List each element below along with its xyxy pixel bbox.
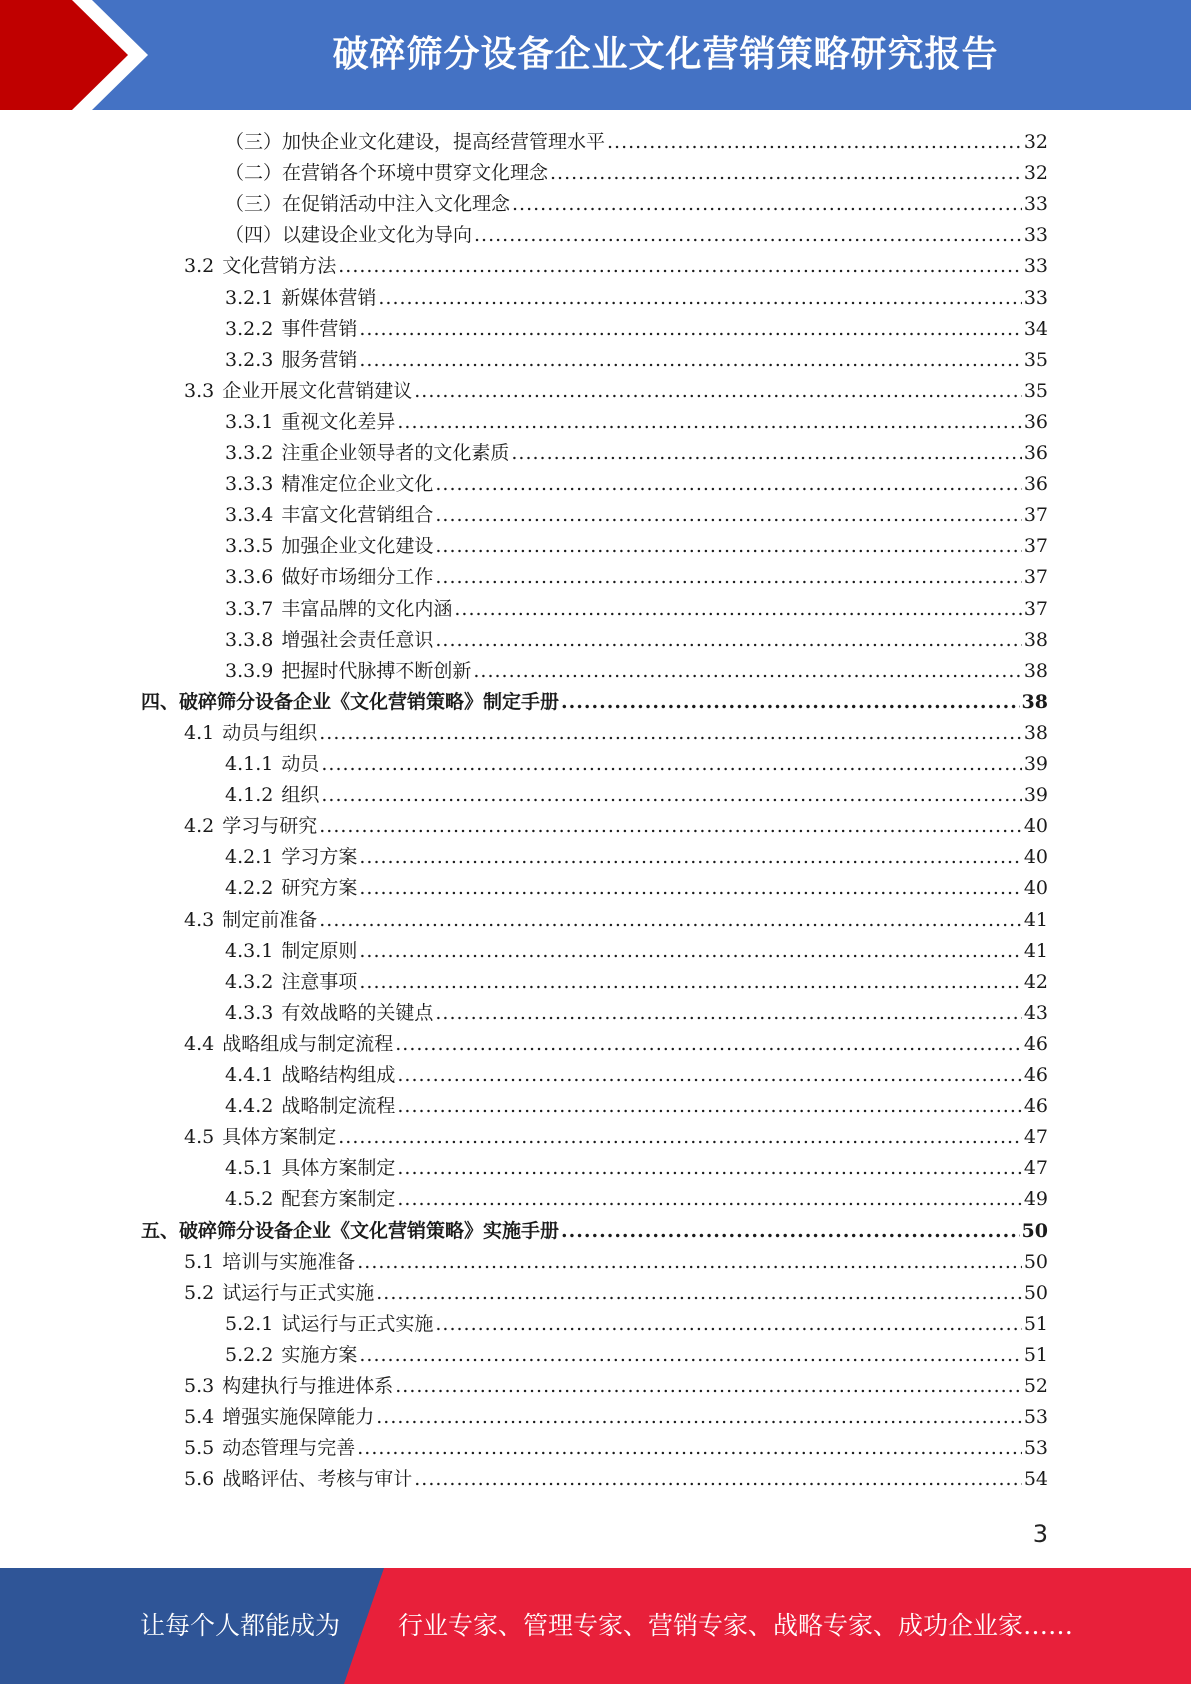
toc-entry[interactable] [141, 1216, 1048, 1247]
toc-dot-leader [397, 1060, 1021, 1091]
toc-entry-number: 4.3.1 [225, 939, 274, 962]
toc-entry-title: 做好市场细分工作 [281, 566, 434, 589]
toc-entry[interactable] [225, 1153, 1048, 1184]
toc-entry-number: 4.3.3 [225, 1001, 274, 1024]
toc-dot-leader [338, 1122, 1022, 1153]
toc-entry[interactable] [225, 314, 1048, 345]
toc-dot-leader [359, 873, 1021, 904]
page-number: 3 [1032, 1520, 1048, 1548]
toc-entry-number: 3.3.8 [225, 628, 274, 651]
toc-entry-page: 40 [1023, 846, 1048, 869]
toc-entry-page: 53 [1023, 1437, 1048, 1460]
toc-entry-title: 把握时代脉搏不断创新 [281, 659, 472, 682]
toc-dot-leader [319, 718, 1022, 749]
toc-dot-leader [435, 562, 1021, 593]
toc-entry-number: 5.5 [184, 1437, 215, 1460]
toc-entry[interactable] [225, 1091, 1048, 1122]
toc-entry-number: 5.1 [184, 1250, 215, 1273]
toc-entry-title: 重视文化差异 [281, 410, 396, 433]
toc-dot-leader [397, 1091, 1021, 1122]
toc-entry-number: 3.3.2 [225, 442, 274, 464]
toc-entry[interactable] [225, 562, 1048, 593]
toc-entry-number: 4.5.1 [225, 1157, 274, 1180]
toc-dot-leader [397, 1184, 1021, 1215]
toc-entry-title: 学习方案 [281, 846, 358, 869]
toc-entry-page: 46 [1023, 1095, 1048, 1118]
toc-entry-number: 4.4.2 [225, 1095, 274, 1118]
toc-entry[interactable] [184, 1029, 1048, 1060]
toc-entry-title: 制定前准备 [222, 908, 318, 931]
toc-entry-page: 42 [1023, 970, 1048, 993]
toc-entry-title: 战略结构组成 [281, 1064, 396, 1086]
toc-entry-page: 33 [1023, 193, 1048, 216]
toc-dot-leader [357, 1433, 1022, 1464]
toc-entry-number: 4.5.2 [225, 1188, 274, 1211]
toc-entry-title: 注重企业领导者的文化素质 [281, 442, 510, 464]
toc-entry-page: 32 [1023, 162, 1048, 185]
toc-dot-leader [550, 158, 1022, 189]
toc-entry-title: 战略组成与制定流程 [222, 1032, 394, 1055]
toc-entry[interactable] [184, 1371, 1048, 1402]
toc-entry-title: 新媒体营销 [281, 286, 377, 309]
toc-entry[interactable] [225, 842, 1048, 873]
toc-dot-leader [435, 531, 1021, 562]
toc-entry-title: （三）加快企业文化建设，提高经营管理水平 [225, 131, 606, 153]
toc-entry[interactable] [225, 500, 1048, 531]
toc-entry-page: 46 [1023, 1064, 1048, 1086]
toc-dot-leader [395, 1029, 1022, 1060]
toc-dot-leader [435, 625, 1021, 656]
toc-entry[interactable] [184, 1464, 1048, 1495]
toc-entry-title: 实施方案 [281, 1343, 358, 1366]
toc-entry-title: 组织 [281, 784, 320, 807]
toc-entry[interactable] [225, 1060, 1048, 1091]
toc-entry-page: 40 [1023, 877, 1048, 900]
toc-entry-title: 动员 [281, 753, 320, 775]
toc-entry[interactable] [225, 1309, 1048, 1340]
toc-entry-title: 试运行与正式实施 [281, 1312, 434, 1335]
toc-entry[interactable] [184, 1278, 1048, 1309]
toc-entry-number: 3.3.9 [225, 659, 274, 682]
toc-entry-number: 4.1 [184, 721, 215, 744]
toc-dot-leader [359, 345, 1021, 376]
toc-entry-page: 35 [1023, 348, 1048, 371]
toc-entry-page: 40 [1023, 815, 1048, 838]
toc-entry-title: 四、破碎筛分设备企业《文化营销策略》制定手册 [141, 690, 560, 713]
footer-slogan: 让每个人都能成为 [140, 1611, 341, 1640]
toc-entry-page: 36 [1023, 442, 1048, 464]
toc-entry-page: 51 [1023, 1312, 1048, 1335]
toc-entry-number: 3.3.6 [225, 566, 274, 589]
toc-entry-page: 37 [1023, 597, 1048, 620]
toc-dot-leader [359, 936, 1021, 967]
toc-entry-number: 5.3 [184, 1375, 215, 1397]
toc-entry[interactable] [225, 469, 1048, 500]
toc-entry-title: （三）在促销活动中注入文化理念 [225, 193, 511, 216]
toc-entry-page: 53 [1023, 1406, 1048, 1429]
toc-entry-title: 服务营销 [281, 348, 358, 371]
toc-entry-title: 制定原则 [281, 939, 358, 962]
toc-dot-leader [319, 905, 1022, 936]
toc-entry-page: 50 [1021, 1219, 1048, 1242]
toc-entry-title: 丰富品牌的文化内涵 [281, 597, 453, 620]
toc-entry-number: 4.3.2 [225, 970, 274, 993]
toc-entry[interactable] [184, 1122, 1048, 1153]
toc-entry[interactable] [184, 811, 1048, 842]
toc-dot-leader [474, 220, 1022, 251]
toc-entry[interactable] [225, 345, 1048, 376]
toc-entry-number: 4.4.1 [225, 1064, 274, 1086]
toc-entry-title: 丰富文化营销组合 [281, 504, 434, 527]
toc-dot-leader [435, 1309, 1021, 1340]
toc-dot-leader [511, 438, 1021, 469]
toc-dot-leader [435, 469, 1021, 500]
toc-entry[interactable] [184, 376, 1048, 407]
toc-dot-leader [357, 1247, 1022, 1278]
toc-entry-page: 39 [1023, 784, 1048, 807]
toc-entry-title: （二）在营销各个环境中贯穿文化理念 [225, 162, 549, 185]
toc-entry[interactable] [184, 905, 1048, 936]
toc-entry-number: 3.2.1 [225, 286, 274, 309]
toc-entry-number: 5.2.1 [225, 1312, 274, 1335]
toc-dot-leader [454, 594, 1021, 625]
toc-dot-leader [414, 1464, 1022, 1495]
toc-entry-number: 4.1.1 [225, 753, 274, 775]
toc-dot-leader [359, 1340, 1021, 1371]
toc-entry[interactable] [225, 1340, 1048, 1371]
toc-entry[interactable] [225, 531, 1048, 562]
toc-entry[interactable] [184, 1402, 1048, 1433]
toc-entry[interactable] [225, 283, 1048, 314]
toc-dot-leader [376, 1402, 1022, 1433]
toc-entry-page: 51 [1023, 1343, 1048, 1366]
toc-entry-number: 4.5 [184, 1126, 215, 1149]
toc-entry-title: 配套方案制定 [281, 1188, 396, 1211]
page-header [0, 0, 1191, 110]
toc-dot-leader [359, 314, 1021, 345]
toc-dot-leader [561, 687, 1020, 718]
toc-entry-page: 52 [1023, 1375, 1048, 1397]
toc-entry-page: 34 [1023, 317, 1048, 340]
toc-entry[interactable] [225, 407, 1048, 438]
toc-entry-number: 4.2.1 [225, 846, 274, 869]
toc-entry-page: 50 [1023, 1250, 1048, 1273]
toc-entry[interactable] [225, 998, 1048, 1029]
toc-dot-leader [561, 1216, 1020, 1247]
toc-entry-number: 3.3.1 [225, 410, 274, 433]
toc-dot-leader [321, 780, 1021, 811]
toc-dot-leader [435, 998, 1021, 1029]
toc-entry[interactable] [225, 158, 1048, 189]
toc-dot-leader [414, 376, 1022, 407]
toc-entry-title: 文化营销方法 [222, 255, 337, 278]
toc-dot-leader [338, 251, 1022, 282]
toc-entry-title: 具体方案制定 [222, 1126, 337, 1149]
toc-entry-number: 3.2.3 [225, 348, 274, 371]
toc-dot-leader [397, 407, 1021, 438]
toc-entry-title: 事件营销 [281, 317, 358, 340]
toc-entry-number: 4.3 [184, 908, 215, 931]
toc-dot-leader [321, 749, 1021, 780]
toc-entry-number: 3.3.7 [225, 597, 274, 620]
toc-entry-title: 精准定位企业文化 [281, 473, 434, 496]
toc-entry-number: 5.6 [184, 1468, 215, 1491]
toc-entry-title: 动态管理与完善 [222, 1437, 356, 1460]
toc-entry-page: 41 [1023, 908, 1048, 931]
toc-entry-title: （四）以建设企业文化为导向 [225, 224, 473, 247]
toc-entry-number: 4.2 [184, 815, 215, 838]
toc-entry-title: 加强企业文化建设 [281, 535, 434, 558]
toc-entry-page: 36 [1023, 473, 1048, 496]
toc-entry-page: 41 [1023, 939, 1048, 962]
toc-entry-page: 33 [1023, 286, 1048, 309]
toc-entry-page: 38 [1023, 721, 1048, 744]
toc-entry[interactable] [225, 749, 1048, 780]
toc-entry-title: 企业开展文化营销建议 [222, 379, 413, 402]
toc-entry-number: 4.4 [184, 1032, 215, 1055]
toc-entry-page: 54 [1023, 1468, 1048, 1491]
toc-dot-leader [378, 283, 1021, 314]
toc-entry-page: 32 [1023, 131, 1048, 153]
toc-entry-title: 具体方案制定 [281, 1157, 396, 1180]
toc-entry-page: 37 [1023, 504, 1048, 527]
toc-dot-leader [473, 656, 1021, 687]
toc-entry[interactable] [184, 1247, 1048, 1278]
toc-entry[interactable] [225, 189, 1048, 220]
toc-entry-page: 47 [1023, 1157, 1048, 1180]
toc-entry-number: 3.3.5 [225, 535, 274, 558]
toc-entry[interactable] [225, 220, 1048, 251]
toc-entry-page: 33 [1023, 224, 1048, 247]
toc-entry-page: 47 [1023, 1126, 1048, 1149]
toc-entry-page: 46 [1023, 1032, 1048, 1055]
toc-entry-number: 4.1.2 [225, 784, 274, 807]
toc-entry-number: 3.2.2 [225, 317, 274, 340]
toc-entry[interactable] [184, 718, 1048, 749]
toc-entry-number: 3.3 [184, 379, 215, 402]
toc-entry[interactable] [225, 780, 1048, 811]
toc-entry-page: 50 [1023, 1281, 1048, 1304]
toc-entry-page: 38 [1023, 628, 1048, 651]
toc-entry-number: 5.2.2 [225, 1343, 274, 1366]
toc-entry-title: 构建执行与推进体系 [222, 1375, 394, 1397]
toc-dot-leader [359, 842, 1021, 873]
toc-entry-title: 注意事项 [281, 970, 358, 993]
toc-entry-number: 3.3.4 [225, 504, 274, 527]
toc-entry-title: 试运行与正式实施 [222, 1281, 375, 1304]
toc-entry-number: 5.2 [184, 1281, 215, 1304]
toc-entry-title: 有效战略的关键点 [281, 1001, 434, 1024]
toc-entry[interactable] [184, 1433, 1048, 1464]
toc-entry[interactable] [225, 438, 1048, 469]
toc-entry-page: 37 [1023, 566, 1048, 589]
toc-entry-page: 35 [1023, 379, 1048, 402]
toc-dot-leader [376, 1278, 1022, 1309]
footer-tagline: 行业专家、管理专家、营销专家、战略专家、成功企业家…… [398, 1611, 1074, 1640]
toc-entry[interactable] [225, 127, 1048, 158]
toc-entry-title: 战略制定流程 [281, 1095, 396, 1118]
toc-entry-page: 39 [1023, 753, 1048, 775]
toc-entry-title: 增强实施保障能力 [222, 1406, 375, 1429]
toc-entry-title: 动员与组织 [222, 721, 318, 744]
header-title: 破碎筛分设备企业文化营销策略研究报告 [332, 34, 999, 75]
toc-entry-page: 43 [1023, 1001, 1048, 1024]
toc-entry-page: 36 [1023, 410, 1048, 433]
toc-entry[interactable] [225, 625, 1048, 656]
toc-dot-leader [319, 811, 1022, 842]
toc-entry-page: 37 [1023, 535, 1048, 558]
toc-dot-leader [607, 127, 1022, 158]
toc-entry-page: 38 [1023, 659, 1048, 682]
toc-entry-title: 五、破碎筛分设备企业《文化营销策略》实施手册 [141, 1219, 560, 1242]
toc-entry-title: 研究方案 [281, 877, 358, 900]
toc-entry-number: 3.3.3 [225, 473, 274, 496]
toc-entry[interactable] [225, 873, 1048, 904]
toc-entry-page: 33 [1023, 255, 1048, 278]
toc-entry-number: 4.2.2 [225, 877, 274, 900]
toc-entry-page: 38 [1021, 690, 1048, 713]
toc-entry-title: 培训与实施准备 [222, 1250, 356, 1273]
toc-entry-number: 5.4 [184, 1406, 215, 1429]
toc-entry-number: 3.2 [184, 255, 215, 278]
toc-entry[interactable] [225, 1184, 1048, 1215]
toc-entry-title: 增强社会责任意识 [281, 628, 434, 651]
toc-dot-leader [397, 1153, 1021, 1184]
toc-dot-leader [359, 967, 1021, 998]
toc-entry[interactable] [225, 967, 1048, 998]
toc-entry[interactable] [225, 656, 1048, 687]
toc-entry[interactable] [184, 251, 1048, 282]
toc-entry-title: 战略评估、考核与审计 [222, 1468, 413, 1491]
toc-entry[interactable] [141, 687, 1048, 718]
toc-entry[interactable] [225, 594, 1048, 625]
toc-entry-page: 49 [1023, 1188, 1048, 1211]
toc-dot-leader [512, 189, 1022, 220]
toc-dot-leader [435, 500, 1021, 531]
toc-entry[interactable] [225, 936, 1048, 967]
toc-entry-title: 学习与研究 [222, 815, 318, 838]
toc-dot-leader [395, 1371, 1022, 1402]
page-footer [0, 1568, 1191, 1684]
